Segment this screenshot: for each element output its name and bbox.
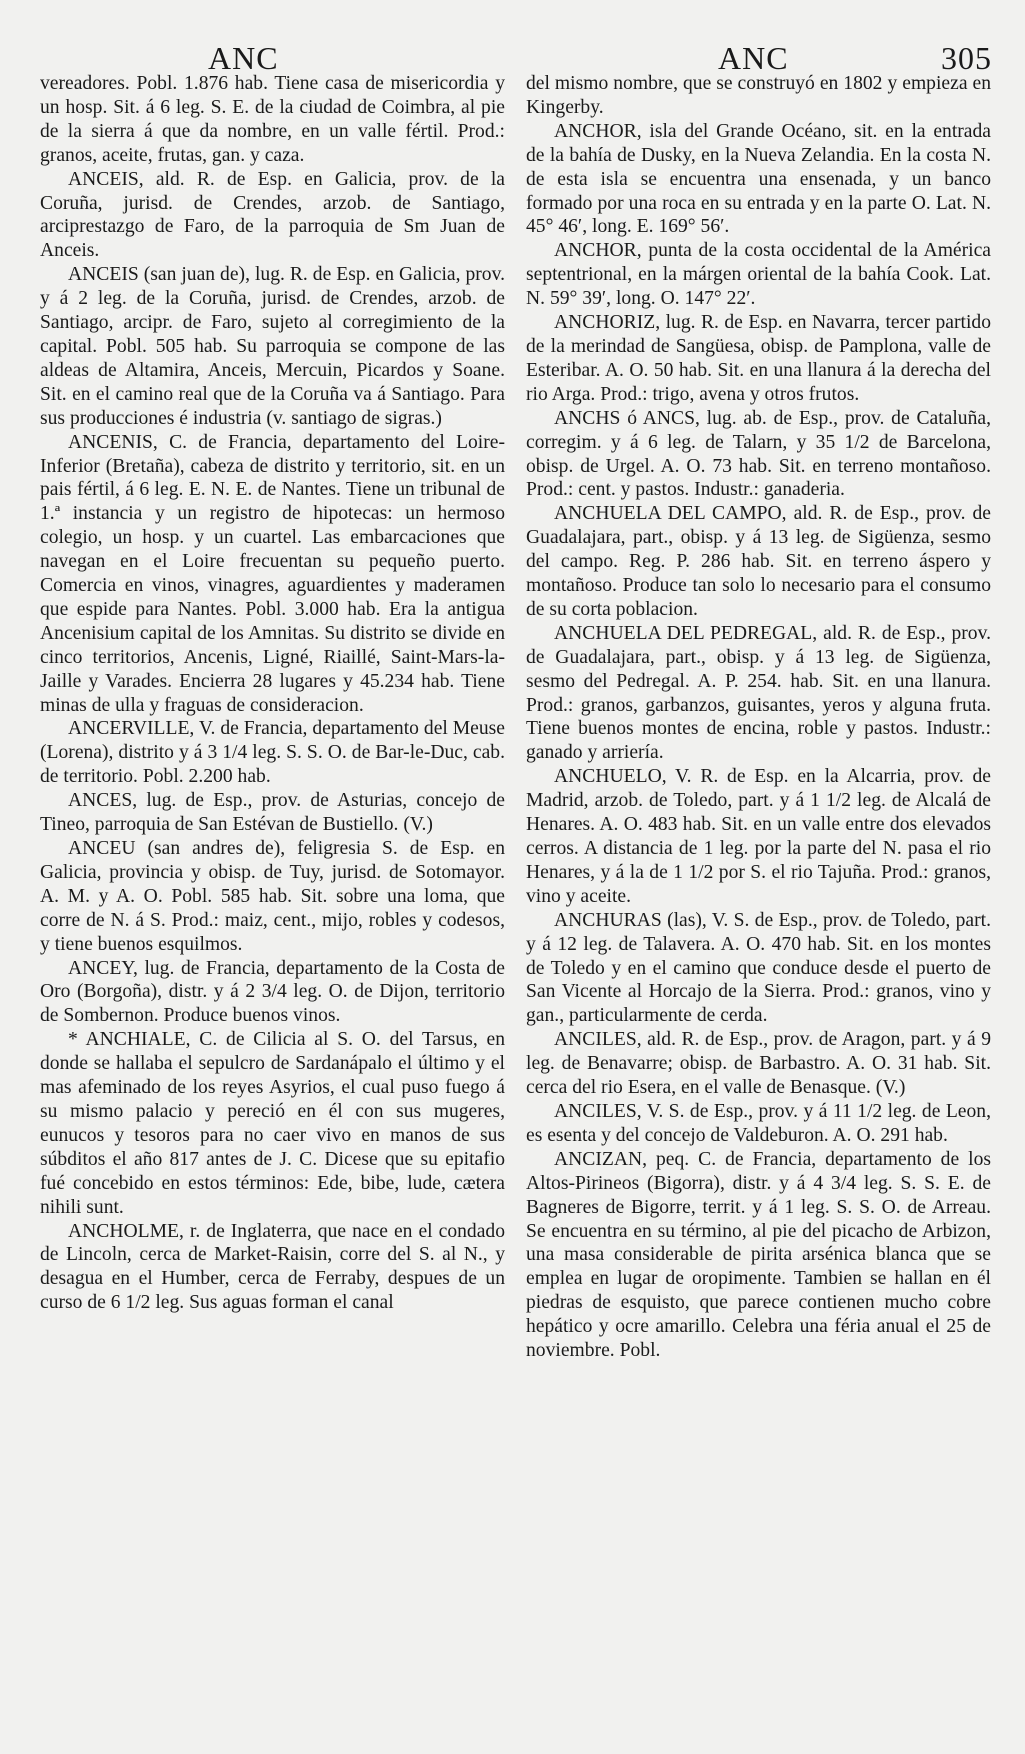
dictionary-entry: ANCHOR, isla del Grande Océano, sit. en la entrada de la bahía de Dusky, en la Nueva Zelandia. En la costa N. de esta isla se encuentra una ensenada, y un banco formado por una roca en su entrada y en la parte O. Lat. N. 45° 46′, long. E. 169° 56′. xyxy=(526,120,991,238)
page-number: 305 xyxy=(941,40,992,76)
dictionary-entry: ANCERVILLE, V. de Francia, departamento del Meuse (Lorena), distrito y á 3 1/4 leg. S. S. O. de Bar-le-Duc, cab. de territorio. Pobl. 2.200 hab. xyxy=(40,718,505,788)
dictionary-entry: ANCHORIZ, lug. R. de Esp. en Navarra, tercer partido de la merindad de Sangüesa, obisp. de Pamplona, valle de Esteribar. A. O. 50 hab. Sit. en una llanura á la derecha del rio Arga. Prod.: trigo, avena y otros frutos. xyxy=(526,312,991,405)
dictionary-entry: ANCEU (san andres de), feligresia S. de Esp. en Galicia, provincia y obisp. de Tuy, jurisd. de Sotomayor. A. M. y A. O. Pobl. 585 hab. Sit. sobre una loma, que corre de N. á S. Prod.: maiz, cent., mijo, robles y codesos, y tiene buenos esquilmos. xyxy=(40,838,505,955)
dictionary-entry: ANCHUELO, V. R. de Esp. en la Alcarria, prov. de Madrid, arzob. de Toledo, part. y á 1 1/2 leg. de Alcalá de Henares. A. O. 483 hab. Sit. en un valle entre dos elevados cerros. A distancia de 1 leg. por la parte del N. pasa el rio Henares, y á la de 1 1/2 por S. el rio Tajuña. Prod.: granos, vino y aceite. xyxy=(526,766,991,907)
dictionary-entry: ANCHOR, punta de la costa occidental de la América septentrional, en la márgen oriental de la bahía Cook. Lat. N. 59° 39′, long. O. 147° 22′. xyxy=(526,240,991,310)
dictionary-entry: vereadores. Pobl. 1.876 hab. Tiene casa de misericordia y un hosp. Sit. á 6 leg. S. E. de la ciudad de Coimbra, al pie de la sierra á que da nombre, en un valle fértil. Prod.: granos, aceite, frutas, gan. y caza. xyxy=(40,73,505,166)
dictionary-entry: ANCEIS (san juan de), lug. R. de Esp. en Galicia, prov. y á 2 leg. de la Coruña, jurisd. de Crendes, arzob. de Santiago, arcipr. de Faro, sujeto al corregimiento de la capital. Pobl. 505 hab. Su parroquia se compone de las aldeas de Altamira, Anceis, Mercuin, Picardos y Soane. Sit. en el camino real que de la Coruña va á Santiago. Para sus producciones é industria (v. santiago de sigras.) xyxy=(40,264,505,429)
left-column xyxy=(40,72,505,1315)
dictionary-entry: ANCEY, lug. de Francia, departamento de la Costa de Oro (Borgoña), distr. y á 2 3/4 leg. O. de Dijon, territorio de Sombernon. Produce buenos vinos. xyxy=(40,957,505,1027)
dictionary-entry: ANCILES, V. S. de Esp., prov. y á 11 1/2 leg. de Leon, es esenta y del concejo de Valdeburon. A. O. 291 hab. xyxy=(526,1100,991,1146)
dictionary-entry: ANCHUELA DEL PEDREGAL, ald. R. de Esp., prov. de Guadalajara, part., obisp. y á 13 leg. de Sigüenza, sesmo del Pedregal. A. P. 254. hab. Sit. en una llanura. Prod.: granos, garbanzos, guisantes, yeros y alguna fruta. Tiene buenos montes de encina, roble y pastos. Industr.: ganado y arriería. xyxy=(526,622,991,764)
right-column xyxy=(526,72,991,1363)
dictionary-entry: * ANCHIALE, C. de Cilicia al S. O. del Tarsus, en donde se hallaba el sepulcro de Sardanápalo el último y el mas afeminado de los reyes Asyrios, el cual puso fuego á su mismo palacio y pereció en él con sus mugeres, eunucos y tesoros para no caer vivo en manos de sus súbditos el año 817 antes de J. C. Dicese que su epitafio fué concebido en estos términos: Ede, bibe, lude, cætera nihili sunt. xyxy=(40,1029,505,1218)
dictionary-entry: ANCHS ó ANCS, lug. ab. de Esp., prov. de Cataluña, corregim. y á 6 leg. de Talarn, y 35 1/2 de Barcelona, obisp. de Urgel. A. O. 73 hab. Sit. en terreno montañoso. Prod.: cent. y pastos. Industr.: ganaderia. xyxy=(526,407,991,501)
dictionary-entry: ANCILES, ald. R. de Esp., prov. de Aragon, part. y á 9 leg. de Benavarre; obisp. de Barbastro. A. O. 31 hab. Sit. cerca del rio Esera, en el valle de Benasque. (V.) xyxy=(526,1029,991,1099)
dictionary-entry: ANCENIS, C. de Francia, departamento del Loire-Inferior (Bretaña), cabeza de distrito y territorio, sit. en un pais fértil, á 6 leg. E. N. E. de Nantes. Tiene un tribunal de 1.ª instancia y un registro de hipotecas: un hermoso colegio, un hosp. y un cuartel. Las embarcaciones que navegan en el Loire frecuentan su pequeño puerto. Comercia en vinos, vinagres, aguardientes y maderamen que espide para Nantes. Pobl. 3.000 hab. Era la antigua Ancenisium capital de los Amnitas. Su distrito se divide en cinco territorios, Ancenis, Ligné, Riaillé, Saint-Mars-la-Jaille y Varades. Encierra 28 lugares y 45.234 hab. Tiene minas de ulla y fraguas de consideracion. xyxy=(40,431,505,716)
dictionary-entry: ANCES, lug. de Esp., prov. de Asturias, concejo de Tineo, parroquia de San Estévan de Bustiello. (V.) xyxy=(40,790,505,836)
dictionary-entry: ANCIZAN, peq. C. de Francia, departamento de los Altos-Pirineos (Bigorra), distr. y á 4 3/4 leg. S. S. E. de Bagneres de Bigorre, territ. y á 1 leg. S. S. O. de Arreau. Se encuentra en su término, al pie del picacho de Arbizon, una masa considerable de pirita arsénica blanca que se emplea en lugar de oropimente. Tambien se hallan en él piedras de esquisto, que parece contienen mucho cobre hepático y ocre amarillo. Celebra una féria anual el 25 de noviembre. Pobl. xyxy=(526,1148,991,1362)
dictionary-entry: del mismo nombre, que se construyó en 1802 y empieza en Kingerby. xyxy=(526,73,991,118)
dictionary-entry: ANCHOLME, r. de Inglaterra, que nace en el condado de Lincoln, cerca de Market-Raisin, corre del S. al N., y desagua en el Humber, cerca de Ferraby, despues de un curso de 6 1/2 leg. Sus aguas forman el canal xyxy=(40,1220,505,1314)
dictionary-entry: ANCHURAS (las), V. S. de Esp., prov. de Toledo, part. y á 12 leg. de Talavera. A. O. 470 hab. Sit. en los montes de Toledo y en el camino que conduce desde el puerto de San Vicente al Horcajo de la Sierra. Prod.: granos, vino y gan., particularmente de cerda. xyxy=(526,909,991,1027)
dictionary-entry: ANCHUELA DEL CAMPO, ald. R. de Esp., prov. de Guadalajara, part., obisp. y á 13 leg. de Sigüenza, sesmo del campo. Reg. P. 286 hab. Sit. en terreno áspero y montañoso. Produce tan solo lo necesario para el consumo de su corta poblacion. xyxy=(526,503,991,620)
running-header-left: ANC xyxy=(208,40,279,76)
running-header-right: ANC xyxy=(718,40,789,76)
dictionary-entry: ANCEIS, ald. R. de Esp. en Galicia, prov. de la Coruña, jurisd. de Crendes, arzob. de Santiago, arciprestazgo de Faro, de la parroquia de Sm Juan de Anceis. xyxy=(40,168,505,262)
